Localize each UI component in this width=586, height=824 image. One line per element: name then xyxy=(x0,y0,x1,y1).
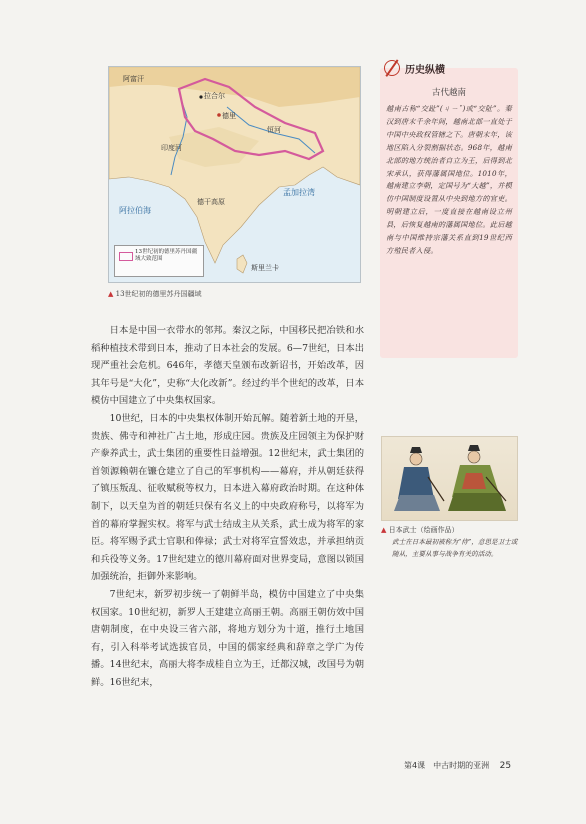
map-label-delhi: 德里 xyxy=(222,112,236,120)
sidebar-text: 越南古称“交趾”(ㄐㄧˇ)或“交阯”。秦汉到唐末千余年间，越南北部一直处于中国中央政权管辖之下。唐朝末年，该地区陷入分裂割据状态。968年，越南北部的地方统治者自立为王，后得到北宋承认，获得藩属国地位。1010年，越南建立李朝，定国号为“大越”，并模仿中国制度设置从中央到地方的官吏。明朝建立后，一度直接在越南设立州县，后恢复越南的藩属国地位。此后越南与中国维持宗藩关系直到19世纪西方殖民者入侵。 xyxy=(386,104,512,255)
caption-triangle-icon: ▲ xyxy=(108,290,114,298)
map-label-deccan: 德干高原 xyxy=(197,198,225,206)
lesson-title: 第4课 中古时期的亚洲 xyxy=(404,761,490,770)
painting-text: 武士在日本最初被称为“侍”，意思是卫士或随从，主要从事与战争有关的活动。 xyxy=(392,538,518,558)
map-legend xyxy=(114,245,204,277)
paragraph-japan-intro: 日本是中国一衣带水的邻邦。秦汉之际，中国移民把冶铁和水稻种植技术带到日本，推动了日本社会的发展。6—7世纪，日本出现严重社会危机。646年，孝德天皇颁布改新诏书，开始改革，因其年号是“大化”，史称“大化改新”。经过约半个世纪的改革，日本模仿中国建立了中央集权国家。 xyxy=(91,325,364,407)
caption-triangle-icon: ▲ xyxy=(381,526,387,534)
page-footer xyxy=(404,760,511,771)
sidebar-label: 历史纵横 xyxy=(405,64,445,76)
legend-text: 13世纪初的德里苏丹国疆域大致范围 xyxy=(135,249,197,262)
map-label-lahore: 拉合尔 xyxy=(204,92,225,100)
history-icon xyxy=(384,60,400,76)
paragraph-korea: 7世纪末，新罗初步统一了朝鲜半岛，模仿中国建立了中央集权国家。10世纪初，新罗人王建建立高丽王朝。高丽王朝仿效中国唐朝制度，在中央设三省六部，将地方划分为十道，推行土地国有，引入科举考试选拔官员，中国的儒家经典和辞章之学广为传播。14世纪末，高丽大将李成桂自立为王，迁都汉城，改国号为朝鲜。16世纪末， xyxy=(91,588,364,688)
map-label-arabian-sea: 阿拉伯海 xyxy=(119,206,151,215)
legend-swatch xyxy=(119,252,133,261)
map-label-indus: 印度河 xyxy=(161,144,182,152)
map-label-sri-lanka: 斯里兰卡 xyxy=(251,264,279,272)
samurai-illustration xyxy=(382,437,517,520)
map-delhi-sultanate xyxy=(108,66,361,283)
sidebar-header xyxy=(384,58,445,78)
map-caption-text: 13世纪初的德里苏丹国疆域 xyxy=(115,290,202,298)
samurai-painting xyxy=(381,436,518,521)
main-text xyxy=(91,322,364,691)
paragraph-shogunate: 10世纪，日本的中央集权体制开始瓦解。随着新土地的开垦，贵族、佛寺和神社广占土地，形成庄园。贵族及庄园领主为保护财产豢养武士，武士集团的重要性日益增强。12世纪末，武士集团的首领源赖朝在镰仓建立了自己的军事机构——幕府，并从朝廷获得了镇压叛乱、征收赋税等权力，日本进入幕府政治时期。在这种体制下，以天皇为首的朝廷只保有名义上的中央政府称号，以将军为首的幕府掌握实权。将军与武士结成主从关系，武士成为将军的家臣。将军赐予武士官职和俸禄；武士对将军宣誓效忠，并承担纳贡和兵役等义务。17世纪建立的德川幕府面对世界变局，意图以锁国加强统治，拒御外来影响。 xyxy=(91,412,364,583)
map-label-ganges: 恒河 xyxy=(267,126,281,134)
painting-caption-text: 日本武士（绘画作品） xyxy=(388,526,459,534)
map-label-bengal-bay: 孟加拉湾 xyxy=(283,188,315,197)
page-number: 25 xyxy=(499,761,512,771)
sidebar-title: 古代越南 xyxy=(431,88,466,98)
map-label-afghanistan: 阿富汗 xyxy=(123,75,144,83)
map-caption xyxy=(108,289,202,299)
painting-caption xyxy=(381,525,459,535)
